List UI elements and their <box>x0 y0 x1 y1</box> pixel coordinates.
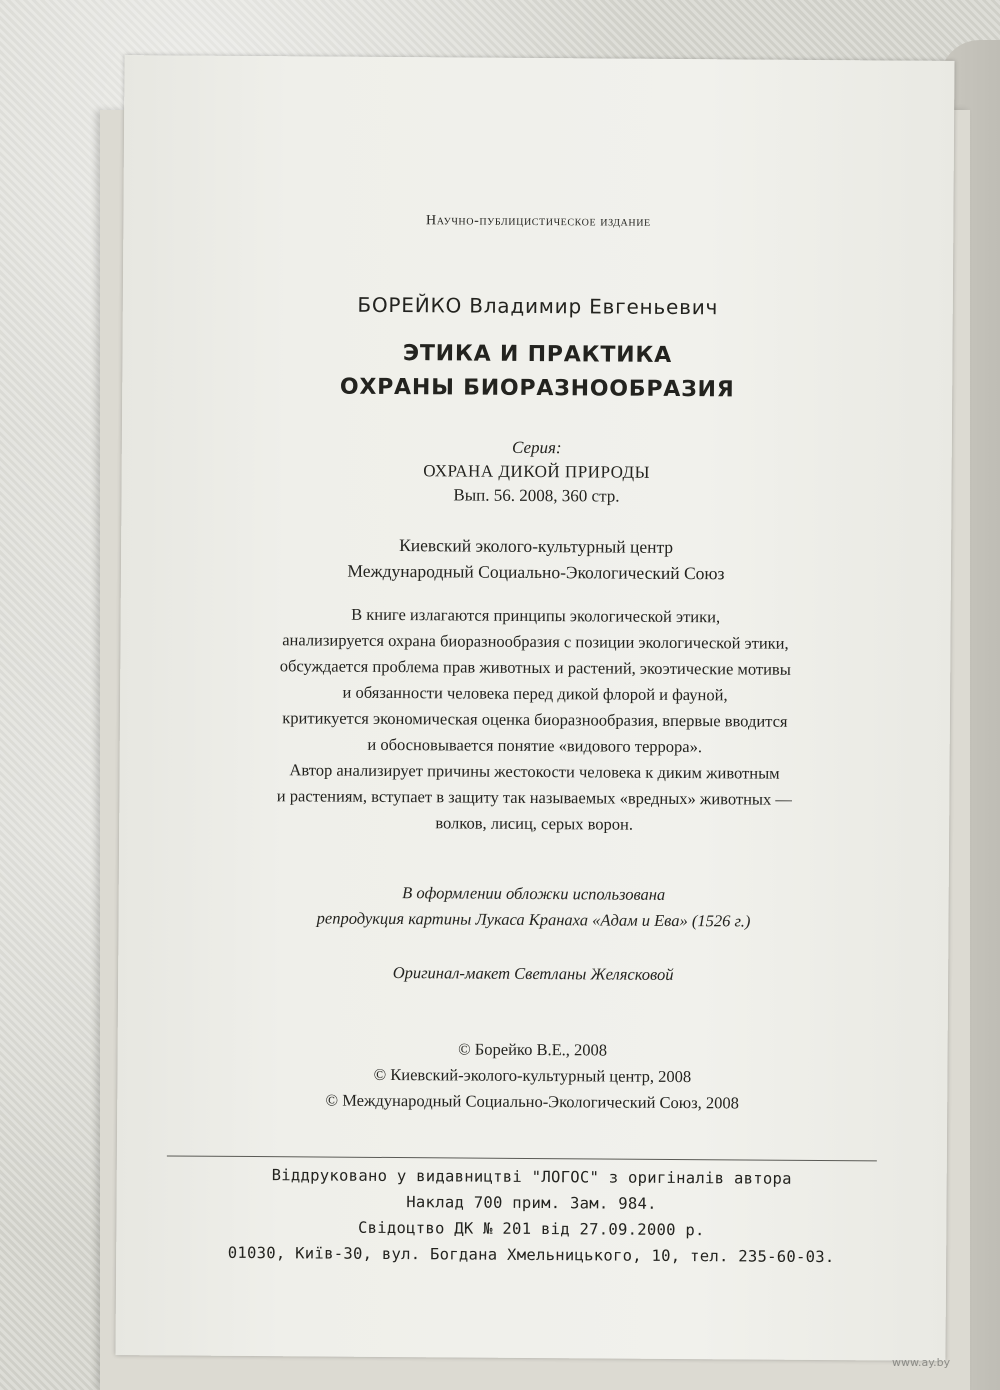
abstract-line: обсуждается проблема прав животных и растений, экоэтические мотивы <box>279 656 791 679</box>
series-label: Серия: <box>511 437 562 458</box>
layout-credit: Оригинал-макет Светланы Желясковой <box>392 963 674 984</box>
copyright-line: © Международный Социально-Экологический Союз, 2008 <box>325 1090 739 1113</box>
series-issue: Вып. 56. 2008, 360 стр. <box>453 485 620 506</box>
abstract-line: и обязанности человека перед дикой флорой и фауной, <box>342 682 728 705</box>
publisher-2: Международный Социально-Экологический Союз <box>347 560 725 584</box>
copyright-line: © Киевский-эколого-культурный центр, 2008 <box>373 1064 692 1087</box>
imprint-line: 01030, Київ-30, вул. Богдана Хмельницького, 10, тел. 235-60-03. <box>227 1243 835 1267</box>
imprint-line: Свідоцтво ДК № 201 від 27.09.2000 р. <box>357 1218 705 1240</box>
genre-label: Научно-публицистическое издание <box>425 213 651 230</box>
book-title-line-1: ЭТИКА И ПРАКТИКА <box>402 341 673 368</box>
cover-credit-line-1: В оформлении обложки использована <box>402 883 666 904</box>
author-name: БОРЕЙКО Владимир Евгеньевич <box>357 292 719 320</box>
imprint-line: Віддруковано у видавництві "ЛОГОС" з оригіналів автора <box>271 1166 792 1188</box>
abstract-line: анализируется охрана биоразнообразия с позиции экологической этики, <box>282 630 789 653</box>
abstract-line: волков, лисиц, серых ворон. <box>435 813 634 834</box>
publisher-1: Киевский эколого-культурный центр <box>399 535 674 557</box>
abstract-line: и обосновывается понятие «видового террора». <box>367 734 703 757</box>
copyright-line: © Борейко В.Е., 2008 <box>458 1039 608 1060</box>
abstract-line: В книге излагаются принципы экологической этики, <box>351 604 721 627</box>
series-name: ОХРАНА ДИКОЙ ПРИРОДЫ <box>423 461 651 482</box>
abstract-line: критикуется экономическая оценка биоразнообразия, впервые вводится <box>282 708 788 731</box>
book-title-line-2: ОХРАНЫ БИОРАЗНООБРАЗИЯ <box>339 374 735 403</box>
site-watermark: www.ay.by <box>892 1356 951 1369</box>
cover-credit-line-2: репродукция картины Лукаса Кранаха «Адам и Ева» (1526 г.) <box>316 908 751 931</box>
imprint-divider <box>167 1155 877 1161</box>
book-page <box>115 55 954 1361</box>
imprint-line: Наклад 700 прим. Зам. 984. <box>406 1193 657 1213</box>
abstract-line: Автор анализирует причины жестокости человека к диким животным <box>289 760 780 783</box>
abstract-line: и растениям, вступает в защиту так называемых «вредных» животных — <box>276 786 792 809</box>
